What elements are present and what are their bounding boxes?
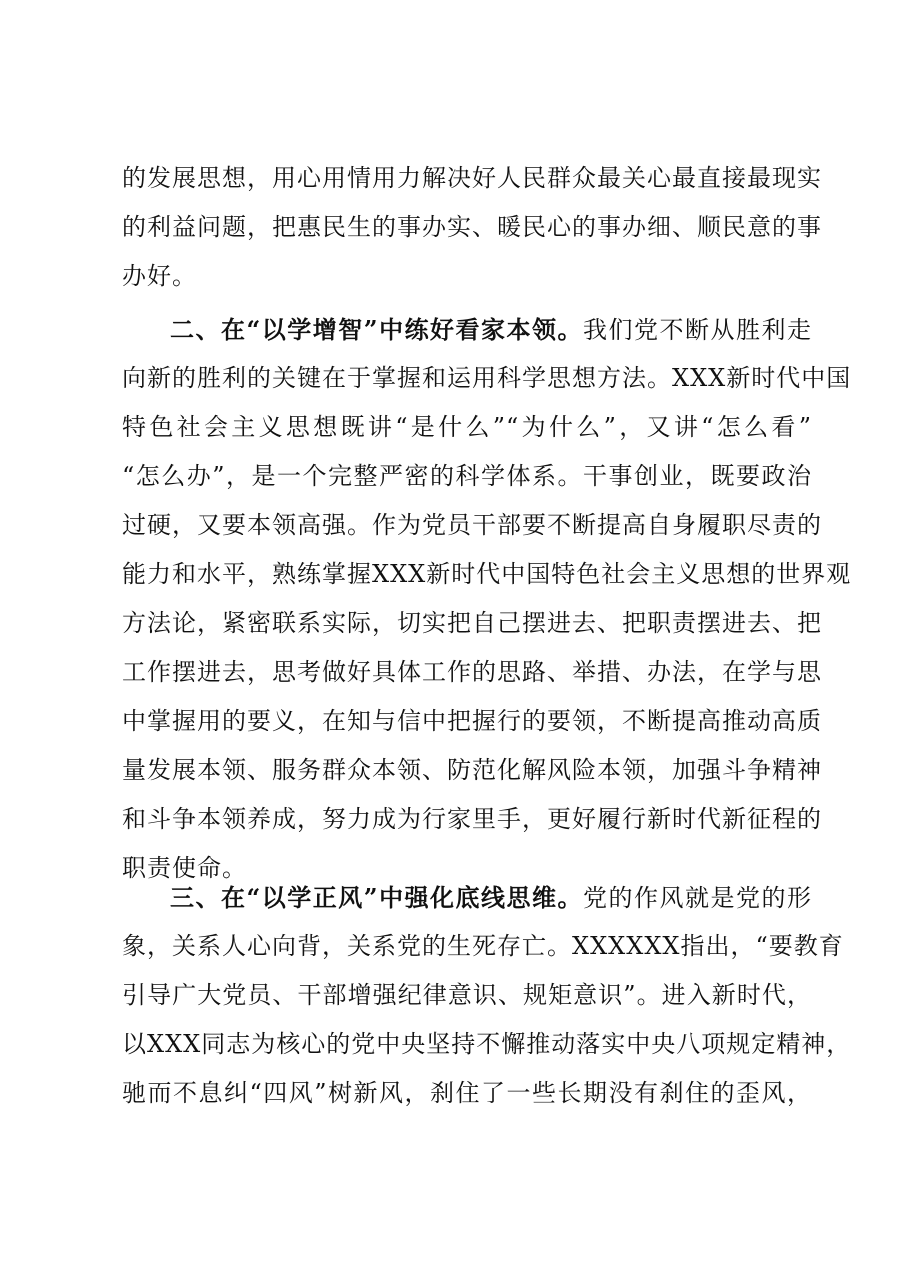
section-heading: 三、在“以学正风”中强化底线思维。 [170, 883, 584, 912]
text-line: “怎么办”，是一个完整严密的科学体系。干事创业，既要政治 [122, 462, 812, 490]
text-line: 方法论，紧密联系实际，切实把自己摆进去、把职责摆进去、把 [122, 609, 822, 637]
paragraph-section-two [122, 305, 852, 893]
text-line: 和斗争本领养成，努力成为行家里手，更好履行新时代新征程的 [122, 805, 822, 833]
text-line: 办好。 [122, 262, 197, 290]
text-line: 职责使命。 [122, 854, 247, 882]
text-line: 特色社会主义思想既讲“是什么”“为什么”，又讲“怎么看” [122, 413, 812, 441]
text-line: 以XXX同志为核心的党中央坚持不懈推动落实中央八项规定精神， [122, 1030, 852, 1058]
text-line: 的利益问题，把惠民生的事办实、暖民心的事办细、顺民意的事 [122, 213, 822, 241]
text-line: 象，关系人心向背，关系党的生死存亡。XXXXXX指出，“要教育 [122, 932, 844, 960]
text-span: 我们党不断从胜利走 [583, 316, 813, 344]
text-line: 引导广大党员、干部增强纪律意识、规矩意识”。进入新时代， [122, 981, 812, 1009]
paragraph-section-three [122, 873, 852, 1118]
text-line: 工作摆进去，思考做好具体工作的思路、举措、办法，在学与思 [122, 658, 822, 686]
text-line: 量发展本领、服务群众本领、防范化解风险本领，加强斗争精神 [122, 756, 822, 784]
text-line: 过硬，又要本领高强。作为党员干部要不断提高自身履职尽责的 [122, 511, 822, 539]
paragraph-first-line [122, 305, 812, 354]
text-line: 的发展思想，用心用情用力解决好人民群众最关心最直接最现实 [122, 164, 822, 192]
paragraph-continuation [122, 154, 822, 301]
section-heading: 二、在“以学增智”中练好看家本领。 [170, 315, 584, 344]
paragraph-first-line [122, 873, 812, 922]
text-span: 党的作风就是党的形 [583, 884, 813, 912]
text-line: 能力和水平，熟练掌握XXX新时代中国特色社会主义思想的世界观 [122, 560, 852, 588]
text-line: 驰而不息纠“四风”树新风，刹住了一些长期没有刹住的歪风， [122, 1079, 812, 1107]
text-line: 中掌握用的要义，在知与信中把握行的要领，不断提高推动高质 [122, 707, 822, 735]
text-line: 向新的胜利的关键在于掌握和运用科学思想方法。XXX新时代中国 [122, 364, 852, 392]
